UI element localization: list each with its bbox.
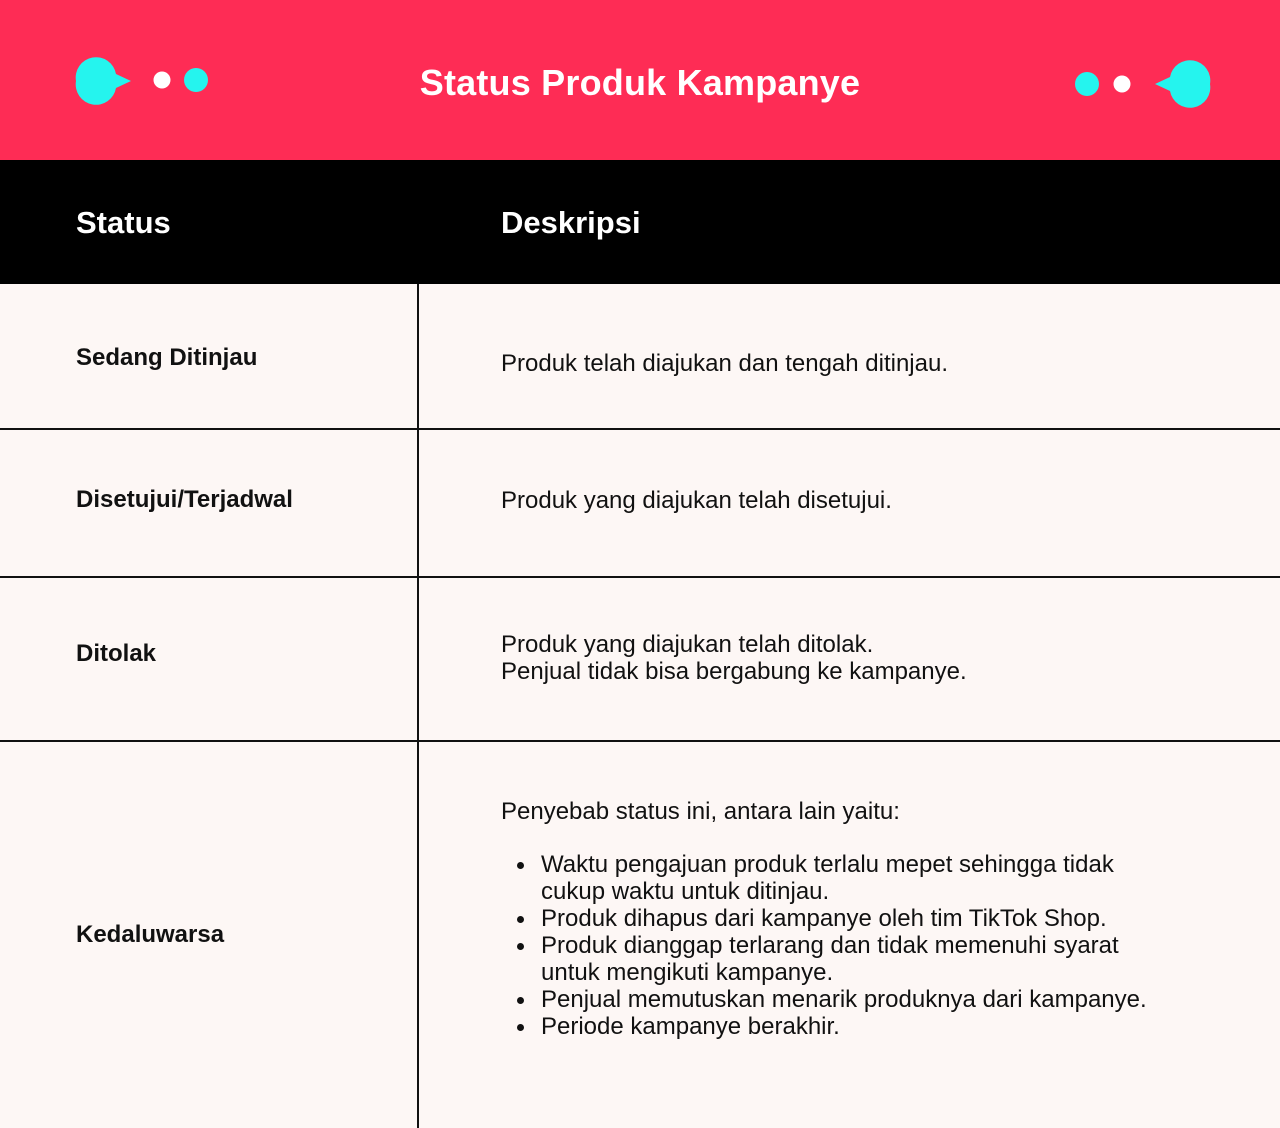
table-row — [0, 742, 1280, 1128]
reason-text: Periode kampanye berakhir. — [541, 1013, 840, 1040]
description-line: Produk yang diajukan telah disetujui. — [501, 487, 892, 514]
bullet-icon — [517, 943, 524, 950]
reason-item — [501, 1013, 1161, 1040]
description-line: Penjual tidak bisa bergabung ke kampanye. — [501, 658, 967, 685]
status-cell: Kedaluwarsa — [76, 921, 225, 948]
reason-item — [501, 932, 1161, 986]
bullet-icon — [517, 862, 524, 869]
description-intro: Penyebab status ini, antara lain yaitu: — [501, 798, 900, 825]
reason-text: Produk dihapus dari kampanye oleh tim TikTok Shop. — [541, 905, 1107, 932]
reason-item — [501, 986, 1161, 1013]
reason-item — [501, 905, 1161, 932]
bubble-shape — [1155, 60, 1210, 108]
bullet-icon — [517, 1024, 524, 1031]
dot-white — [1114, 76, 1131, 93]
reason-list — [501, 851, 1161, 1040]
table-row — [0, 578, 1280, 742]
reason-text: Waktu pengajuan produk terlalu mepet sehingga tidak cukup waktu untuk ditinjau. — [541, 851, 1114, 905]
description-line: Produk yang diajukan telah ditolak. — [501, 631, 874, 658]
reason-text: Penjual memutuskan menarik produknya dari kampanye. — [541, 986, 1147, 1013]
reason-item — [501, 851, 1161, 905]
column-header-description: Deskripsi — [501, 205, 641, 240]
reason-text: Produk dianggap terlarang dan tidak memenuhi syarat untuk mengikuti kampanye. — [541, 932, 1119, 986]
description-cell — [501, 798, 1201, 1040]
description-cell — [501, 487, 1201, 514]
page-title: Status Produk Kampanye — [419, 62, 861, 103]
table-row — [0, 430, 1280, 578]
bullet-icon — [517, 997, 524, 1004]
table-row — [0, 284, 1280, 430]
status-cell: Disetujui/Terjadwal — [76, 486, 293, 513]
status-cell: Ditolak — [76, 640, 157, 667]
title-banner — [0, 0, 1280, 160]
status-cell: Sedang Ditinjau — [76, 344, 258, 371]
column-header-status: Status — [76, 205, 171, 240]
description-line: Produk telah diajukan dan tengah ditinjau. — [501, 350, 948, 377]
column-divider — [417, 284, 419, 1128]
description-cell — [501, 631, 1201, 685]
dot-cyan — [1075, 72, 1099, 96]
table-header — [0, 160, 1280, 284]
speech-bubble-dots-icon — [1066, 58, 1216, 110]
bullet-icon — [517, 916, 524, 923]
description-cell — [501, 350, 1201, 377]
